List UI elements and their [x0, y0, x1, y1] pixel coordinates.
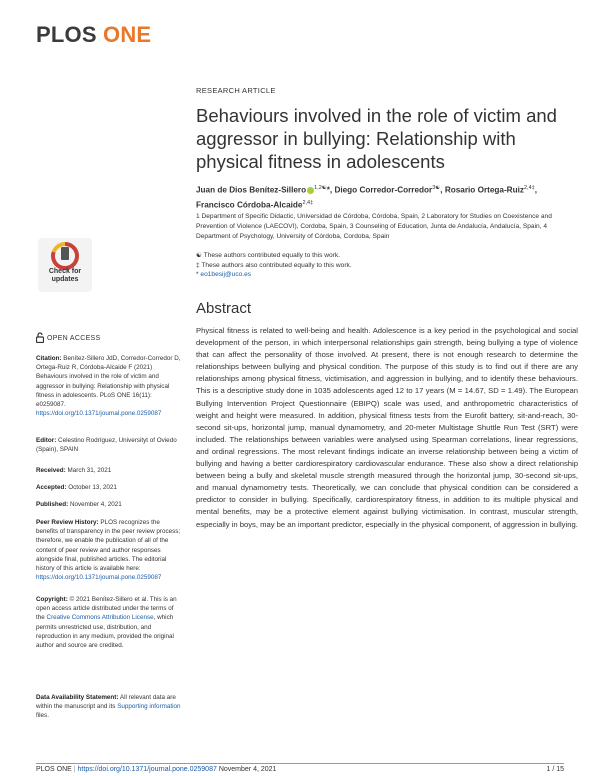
accepted-block [36, 483, 182, 492]
abstract-text: Physical fitness is related to well-being and health. Adolescence is a key period in the psychological and social development of the person, in which interpersonal relationships gain strength, being bullying a type of violence that can affect the personality of those involved. At present, there is not enough research to determine the relationships between bullying and physical condition. The purpose of this study is to find out if there are any relationships among physical fitness, victimisation, and aggression in bullying, and to identify these behaviours. This is a descriptive study done in 1035 adolescents aged 12 to 17 years (M = 14.67, SD = 1.49). The European Bullying Intervention Project Questionnaire (EBIPQ) scale was used, and anthropometric characteristics of weight and height were measured. In addition, physical fitness tests from the Eurofit battery, sit-and-reach, 30-second sit-ups, horizontal jump, manual dynamometry, and 20-meter Multistage Shuttle Run Test (SRT) were included. The relationships between variables were analysed using Spearman correlations, linear regressions, and ordinal regressions. The most relevant findings indicate an inverse relationship between being a victim of bullying and having a better cardiorespiratory cardiovascular endurance. These also show a direct relationship between being a bully and skeletal muscle strength measured through the horizontal jump, 30-second sit-ups, and manual dynamometry tests. Theoretically, we can conclude that physical condition can be considered a predictor to consider in bullying. Specifically, cardiorespiratory fitness, in addition to its multiple physical and mental benefits, may be a protective element against bullying victimisation. In contrast, muscular strength, especially in boys, may be an important predictor, especially in the physical component, of aggression in bullying. [196, 326, 578, 529]
data-availability-text: All relevant data are within the manuscript and its [36, 694, 176, 711]
citation-doi-link[interactable]: https://doi.org/10.1371/journal.pone.0259087 [36, 410, 162, 418]
copyright-block [36, 595, 182, 650]
logo-one: ONE [103, 22, 152, 47]
author-name[interactable]: Juan de Dios Benítez-Sillero [196, 185, 307, 195]
email-link[interactable]: eo1besij@uco.es [200, 271, 252, 278]
citation-block [36, 354, 182, 418]
copyright-text: © 2021 Benítez-Sillero et al. This is an open access article distributed under the terms of the [36, 596, 177, 622]
author-affil-sup: 1,2☯ [314, 185, 327, 191]
published-block [36, 500, 182, 509]
check-for-updates-label[interactable] [38, 268, 92, 284]
peer-review-text: PLOS recognizes the benefits of transparency in the peer review process; therefore, we enable the publication of all of the content of peer review and author responses alongside final, published articles. The editorial history of this article is available here: [36, 519, 181, 573]
note-equal: ☯ These authors contributed equally to this work. [196, 252, 340, 259]
page-number: 1 / 15 [546, 766, 564, 773]
peer-review-link[interactable]: https://doi.org/10.1371/journal.pone.0259087 [36, 574, 162, 582]
received-date: March 31, 2021 [67, 467, 112, 474]
editor-block [36, 436, 182, 454]
data-availability-text-end: files. [36, 712, 49, 720]
logo-plos: PLOS [36, 22, 97, 47]
open-access-label: OPEN ACCESS [47, 335, 101, 342]
author-name[interactable]: Diego Corredor-Corredor [334, 185, 433, 195]
published-label: Published: [36, 501, 69, 508]
abstract-heading: Abstract [196, 300, 252, 317]
received-block [36, 466, 182, 475]
author-separator: *, [326, 185, 335, 195]
affiliations: 1 Department of Specific Didactic, Universidad de Córdoba, Córdoba, Spain, 2 Laboratory for Studies on Coexistence and Prevention of Violence (LAECOVI), Cordoba, Spain, 3 Counseling of Education, Junta de Andalucía, Andalucía, Spain, 4 Department of Psychology, University of Córdoba, Cordoba, Spain [196, 213, 552, 240]
footer-divider [36, 763, 564, 764]
author-notes [196, 251, 352, 280]
supporting-info-link[interactable]: Supporting information [117, 703, 181, 711]
accepted-label: Accepted: [36, 484, 67, 491]
data-availability-label: Data Availability Statement: [36, 694, 119, 701]
author-separator: , [440, 185, 445, 195]
author-name[interactable]: Francisco Córdoba-Alcaide [196, 200, 303, 210]
note-also: ‡ These authors also contributed equally to this work. [196, 261, 352, 269]
accepted-date: October 13, 2021 [68, 484, 117, 491]
peer-review-label: Peer Review History: [36, 519, 99, 526]
author-affil-sup: 3☯ [432, 185, 441, 191]
published-date: November 4, 2021 [69, 501, 122, 508]
author-affil-sup: 2,4‡ [523, 185, 535, 191]
journal-logo[interactable] [36, 22, 151, 48]
article-type: RESEARCH ARTICLE [196, 86, 276, 95]
author-affil-sup: 2,4‡ [302, 199, 314, 206]
footer-date: November 4, 2021 [218, 766, 277, 773]
citation-label: Citation: [36, 355, 62, 362]
badge-line: updates [51, 276, 79, 283]
footer-journal: PLOS ONE [36, 766, 72, 773]
peer-review-block [36, 518, 182, 582]
citation-text: Benítez-Sillero JdD, Corredor-Corredor D, Ortega-Ruiz R, Córdoba-Alcaide F (2021) Behaviours involved in the role of victim and aggressor in bullying: Relationship with physical fitness in adolescents. PLoS ONE 16(11): e0259087. [36, 355, 181, 409]
copyright-text-end: , which permits unrestricted use, distribution, and reproduction in any medium, provided the original author and source are credited. [36, 614, 174, 650]
open-lock-icon [36, 332, 44, 343]
page-footer [36, 766, 564, 773]
article-title: Behaviours involved in the role of victim and aggressor in bullying: Relationship with physical fitness in adolescents [196, 105, 557, 172]
footer-doi-link[interactable]: https://doi.org/10.1371/journal.pone.0259087 [77, 766, 217, 773]
footer-separator: | [73, 766, 76, 773]
author-name[interactable]: Rosario Ortega-Ruiz [444, 185, 524, 195]
editor-text: Celestino Rodríguez, Universityt of Oviedo (Spain), SPAIN [36, 437, 177, 454]
received-label: Received: [36, 467, 66, 474]
note-email [196, 270, 352, 280]
email-prefix: * [196, 271, 201, 278]
badge-line: Check for [48, 268, 82, 275]
editor-label: Editor: [36, 437, 57, 444]
author-list [196, 182, 576, 211]
license-link[interactable]: Creative Commons Attribution License [46, 614, 154, 622]
data-availability-block [36, 693, 182, 721]
copyright-label: Copyright: [36, 596, 68, 603]
author-separator: , [534, 185, 537, 195]
